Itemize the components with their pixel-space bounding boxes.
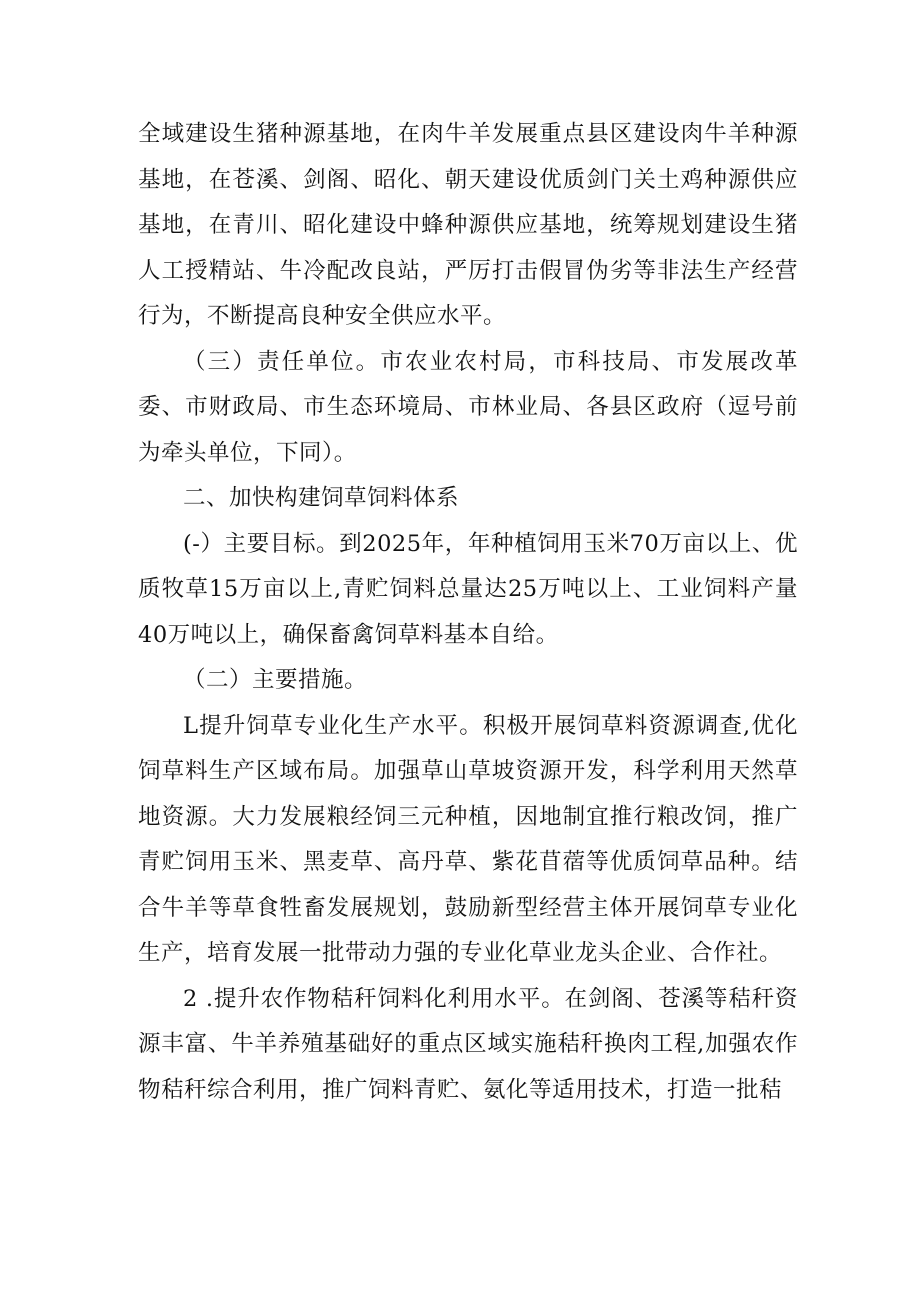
paragraph-main-measures: （二）主要措施。: [183, 667, 368, 693]
section-heading-feed-system: 二、加快构建饲草饲料体系: [183, 485, 460, 511]
paragraph-forage-specialization: L提升饲草专业化生产水平。积极开展饲草料资源调查,优化饲草料生产区域布局。加强草山草坡资源开发，科学利用天然草地资源。大力发展粮经饲三元种植，因地制宜推行粮改饲，推广青贮饲用玉米、黑麦草、高丹草、紫花苜蓿等优质饲草品种。结合牛羊等草食牲畜发展规划，鼓励新型经营主体开展饲草专业化生产，培育发展一批带动力强的专业化草业龙头企业、合作社。: [138, 712, 798, 966]
document-body: [138, 112, 798, 1113]
paragraph-breeding-bases: 全域建设生猪种源基地，在肉牛羊发展重点县区建设肉牛羊种源基地，在苍溪、剑阁、昭化、朝天建设优质剑门关土鸡种源供应基地，在青川、昭化建设中蜂种源供应基地，统筹规划建设生猪人工授精站、牛冷配改良站，严厉打击假冒伪劣等非法生产经营行为，不断提高良种安全供应水平。: [138, 121, 798, 329]
paragraph-responsible-units: （三）责任单位。市农业农村局，市科技局、市发展改革委、市财政局、市生态环境局、市林业局、各县区政府（逗号前为牵头单位，下同）。: [138, 348, 798, 466]
paragraph-straw-utilization: 2 .提升农作物秸秆饲料化利用水平。在剑阁、苍溪等秸秆资源丰富、牛羊养殖基础好的重点区域实施秸秆换肉工程,加强农作物秸秆综合利用，推广饲料青贮、氨化等适用技术，打造一批秸: [138, 985, 798, 1103]
paragraph-main-goals: (-）主要目标。到2025年，年种植饲用玉米70万亩以上、优质牧草15万亩以上,青贮饲料总量达25万吨以上、工业饲料产量40万吨以上，确保畜禽饲草料基本自给。: [138, 530, 798, 648]
